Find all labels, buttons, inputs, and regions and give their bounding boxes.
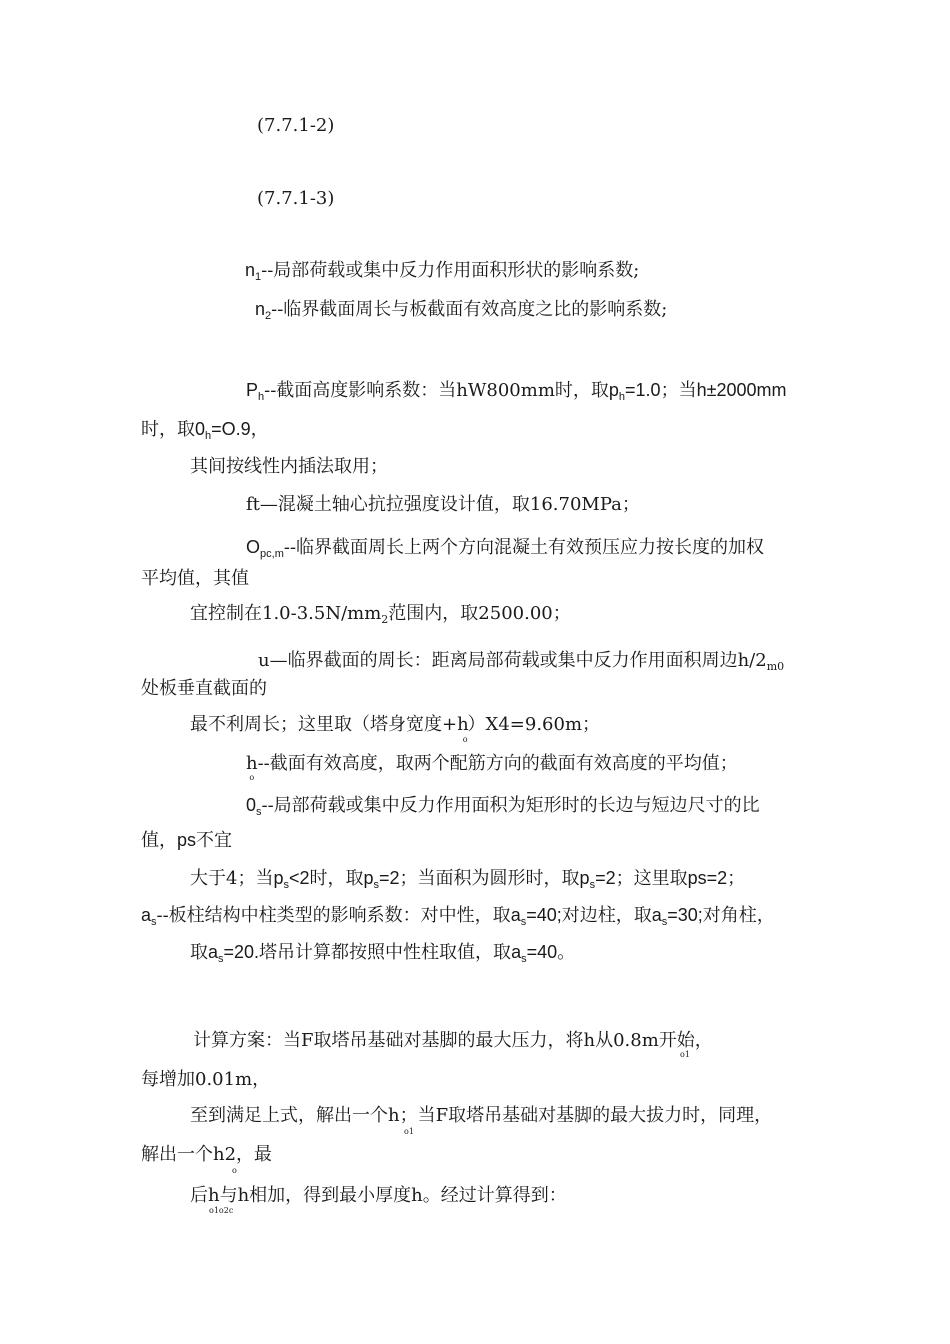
definition-n1 xyxy=(245,258,639,289)
definition-u xyxy=(258,649,784,679)
definition-n2 xyxy=(255,297,667,328)
symbol: a xyxy=(651,905,662,925)
plan-line-5: 后h与h相加，得到最小厚度h。经过计算得到： xyxy=(190,1185,567,1206)
definition-text: --局部荷载或集中反力作用面积形状的影响系数; xyxy=(261,260,640,281)
definition-bs xyxy=(246,793,760,824)
symbol: a xyxy=(511,942,522,962)
definition-opc xyxy=(246,535,764,566)
symbol: a xyxy=(510,905,521,925)
subscript: o xyxy=(232,1166,237,1175)
definition-text: 范围内，取2500.00； xyxy=(388,603,571,624)
value: =40。 xyxy=(526,942,576,962)
plan-line-1 xyxy=(193,1029,713,1053)
symbol: p xyxy=(608,380,619,400)
symbol: 0 xyxy=(246,795,257,815)
definition-bs-cont xyxy=(141,828,232,853)
subscript: 2 xyxy=(265,310,272,322)
subscript: h xyxy=(205,430,212,442)
definition-ph-cont xyxy=(141,417,269,448)
definition-text: --板柱结构中柱类型的影响系数：对中性，取 xyxy=(156,905,511,926)
subscript: o1 xyxy=(680,1050,690,1059)
definition-text: --临界截面周长上两个方向混凝土有效预压应力按长度的加权 xyxy=(283,537,765,558)
subscript: h xyxy=(258,391,265,403)
symbol: n xyxy=(245,260,256,280)
definition-text: <2时，取 xyxy=(288,868,364,888)
subscript: 1 xyxy=(255,271,262,283)
definition-text: 大于4；当 xyxy=(190,868,274,889)
definition-opc-cont: 平均值，其值 xyxy=(141,568,249,589)
definition-as-cont xyxy=(190,940,575,971)
plan-line-3 xyxy=(190,1104,772,1128)
subscript: m0 xyxy=(766,660,785,673)
definition-text: --局部荷载或集中反力作用面积为矩形时的长边与短边尺寸的比 xyxy=(261,795,760,816)
plan-line-2: 每增加0.01m， xyxy=(141,1069,271,1090)
subscript: s xyxy=(521,953,527,965)
subscript: o1o2c xyxy=(209,1206,234,1215)
subscript: h xyxy=(618,391,626,403)
definition-text: =2；当面积为圆形时，取 xyxy=(379,868,580,888)
symbol: ps xyxy=(177,830,197,850)
symbol: p xyxy=(363,868,374,888)
definition-text: 值， xyxy=(141,830,177,851)
plan-text: ，最 xyxy=(236,1144,273,1165)
subscript: s xyxy=(256,806,262,818)
definition-text: 宜控制在1.0-3.5N/mm xyxy=(190,603,382,624)
symbol: p xyxy=(579,868,590,888)
symbol: P xyxy=(246,380,259,400)
value: ps=2； xyxy=(687,868,746,888)
definition-opc-range xyxy=(190,602,571,632)
interpolation-note: 其间按线性内插法取用； xyxy=(190,456,388,477)
value: =40;对边柱，取 xyxy=(526,905,652,925)
plan-line-4 xyxy=(141,1143,272,1167)
plan-text: 至到满足上式，解出一个h xyxy=(190,1105,400,1126)
definition-bs-limits xyxy=(190,866,745,897)
subscript: s xyxy=(283,879,289,891)
definition-text: =2；这里取 xyxy=(595,868,688,888)
definition-text: ）X4=9.60m； xyxy=(467,714,601,735)
subscript: 2 xyxy=(381,613,389,626)
subscript: s xyxy=(373,879,380,891)
symbol: n xyxy=(255,299,266,319)
subscript: s xyxy=(151,916,157,928)
definition-text: --截面有效高度，取两个配筋方向的截面有效高度的平均值； xyxy=(257,753,738,774)
definition-u-cont: 处板垂直截面的 xyxy=(141,678,267,699)
equation-number: (7.7.1-3) xyxy=(257,188,335,209)
definition-u-perimeter xyxy=(190,713,600,752)
subscript: s xyxy=(218,953,224,965)
subscript: pc,m xyxy=(260,548,284,560)
definition-ph xyxy=(246,378,787,409)
subscript: s xyxy=(589,879,596,891)
equation-number: (7.7.1-2) xyxy=(257,115,335,136)
plan-text: 计算方案：当F取塔吊基础对基脚的最大压力，将h从0.8m开始， xyxy=(193,1030,713,1051)
subscript: s xyxy=(661,916,668,928)
symbol: p xyxy=(273,868,284,888)
definition-h0 xyxy=(246,752,738,782)
definition-text: 取 xyxy=(190,942,208,963)
value: =O.9， xyxy=(211,419,269,439)
symbol: a xyxy=(208,942,219,962)
definition-text: 最不利周长；这里取（塔身宽度+h xyxy=(190,714,469,735)
definition-as xyxy=(141,903,775,934)
subscript: o xyxy=(462,735,468,744)
plan-text: ；当F取塔吊基础对基脚的最大拔力时，同理， xyxy=(399,1105,773,1126)
plan-text: 解出一个h2 xyxy=(141,1144,237,1165)
definition-ft: ft—混凝土轴心抗拉强度设计值，取16.70MPa； xyxy=(246,494,640,515)
symbol: h xyxy=(246,753,258,774)
symbol: O xyxy=(246,537,261,557)
symbol: a xyxy=(141,905,152,925)
definition-text: --临界截面周长与板截面有效高度之比的影响系数; xyxy=(271,299,668,320)
subscript: o xyxy=(249,773,255,782)
subscript: s xyxy=(520,916,527,928)
definition-text: 时，取 xyxy=(141,419,195,440)
symbol: 0 xyxy=(195,419,206,439)
value: =30;对角柱， xyxy=(667,905,775,925)
value: =1.0；当h±2000mm xyxy=(625,380,787,400)
definition-text: --截面高度影响系数：当hW800mm时，取 xyxy=(264,380,609,401)
definition-text: 不宜 xyxy=(196,830,233,851)
value: =20.塔吊计算都按照中性柱取值，取 xyxy=(223,942,512,962)
definition-text: u—临界截面的周长：距离局部荷载或集中反力作用面积周边h/2 xyxy=(258,650,767,671)
subscript: o1 xyxy=(404,1127,414,1136)
